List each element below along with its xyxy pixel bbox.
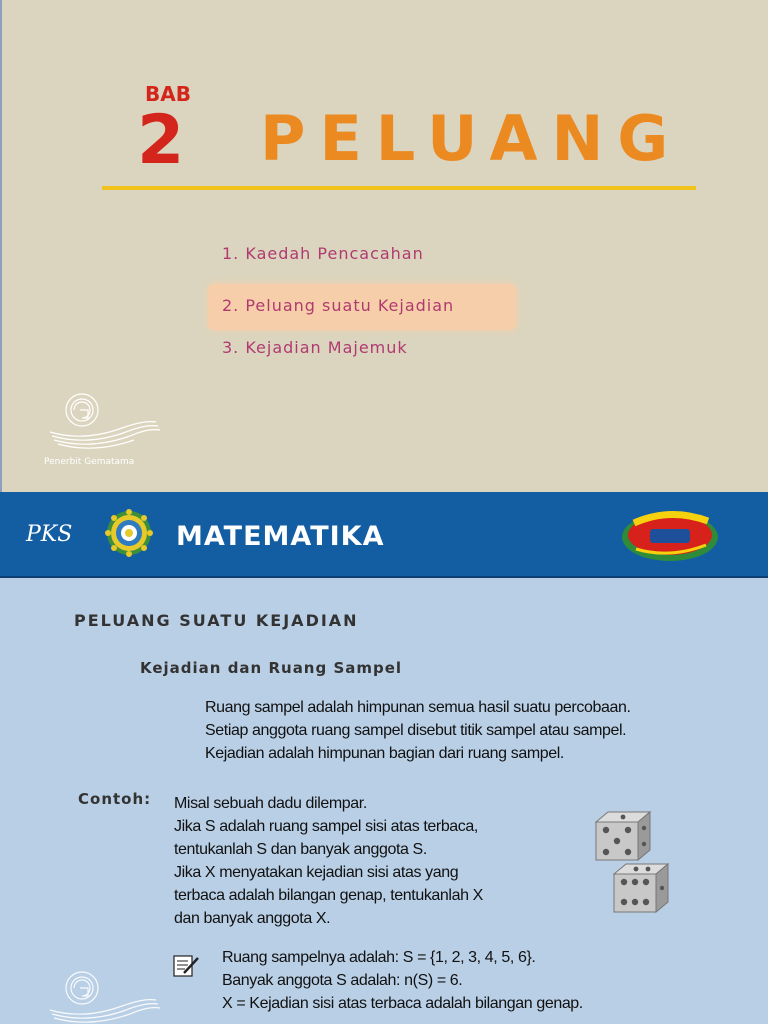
- section-subheading: Kejadian dan Ruang Sampel: [140, 659, 403, 677]
- toc-item-kejadian-majemuk[interactable]: 3. Kejadian Majemuk: [222, 338, 408, 357]
- definition-line: Kejadian adalah himpunan bagian dari ruang sampel.: [205, 745, 564, 762]
- pks-flower-icon: [104, 508, 154, 558]
- example-text: [174, 792, 483, 930]
- pks-logo-text: PKS: [26, 522, 73, 547]
- answer-line: Banyak anggota S adalah: n(S) = 6.: [222, 972, 463, 989]
- example-line: tentukanlah S dan banyak anggota S.: [174, 841, 427, 858]
- chapter-title: PELUANG: [260, 102, 683, 175]
- dice-icon: [610, 860, 672, 914]
- example-line: dan banyak anggota X.: [174, 910, 331, 927]
- example-line: terbaca adalah bilangan genap, tentukanlah X: [174, 887, 483, 904]
- answer-line: Ruang sampelnya adalah: S = {1, 2, 3, 4, 5, 6}.: [222, 949, 536, 966]
- example-line: Jika X menyatakan kejadian sisi atas yang: [174, 864, 459, 881]
- notepad-pencil-icon: [172, 952, 200, 978]
- chapter-label: BAB: [145, 82, 191, 106]
- toc-item-peluang-suatu-kejadian[interactable]: 2. Peluang suatu Kejadian: [222, 296, 455, 315]
- section-heading: PELUANG SUATU KEJADIAN: [74, 611, 359, 630]
- gematama-logo-icon: [44, 960, 164, 1024]
- answer-line: X = Kejadian sisi atas terbaca adalah bilangan genap.: [222, 995, 583, 1012]
- example-line: Jika S adalah ruang sampel sisi atas terbaca,: [174, 818, 478, 835]
- definition-text: [205, 696, 631, 765]
- publisher-name: Penerbit Gematama: [44, 457, 135, 467]
- example-line: Misal sebuah dadu dilempar.: [174, 795, 367, 812]
- toc-item-kaedah-pencacahan[interactable]: 1. Kaedah Pencacahan: [222, 244, 424, 263]
- modul-prokes-badge-icon: [620, 505, 720, 565]
- dice-icon: [592, 808, 654, 862]
- banner-divider: [0, 576, 768, 578]
- definition-line: Setiap anggota ruang sampel disebut titik sampel atau sampel.: [205, 722, 627, 739]
- title-divider: [102, 186, 696, 190]
- chapter-number: 2: [137, 101, 185, 180]
- definition-line: Ruang sampel adalah himpunan semua hasil suatu percobaan.: [205, 699, 631, 716]
- answer-text: [222, 946, 583, 1015]
- example-label: Contoh:: [78, 790, 152, 808]
- subject-title: MATEMATIKA: [176, 521, 385, 552]
